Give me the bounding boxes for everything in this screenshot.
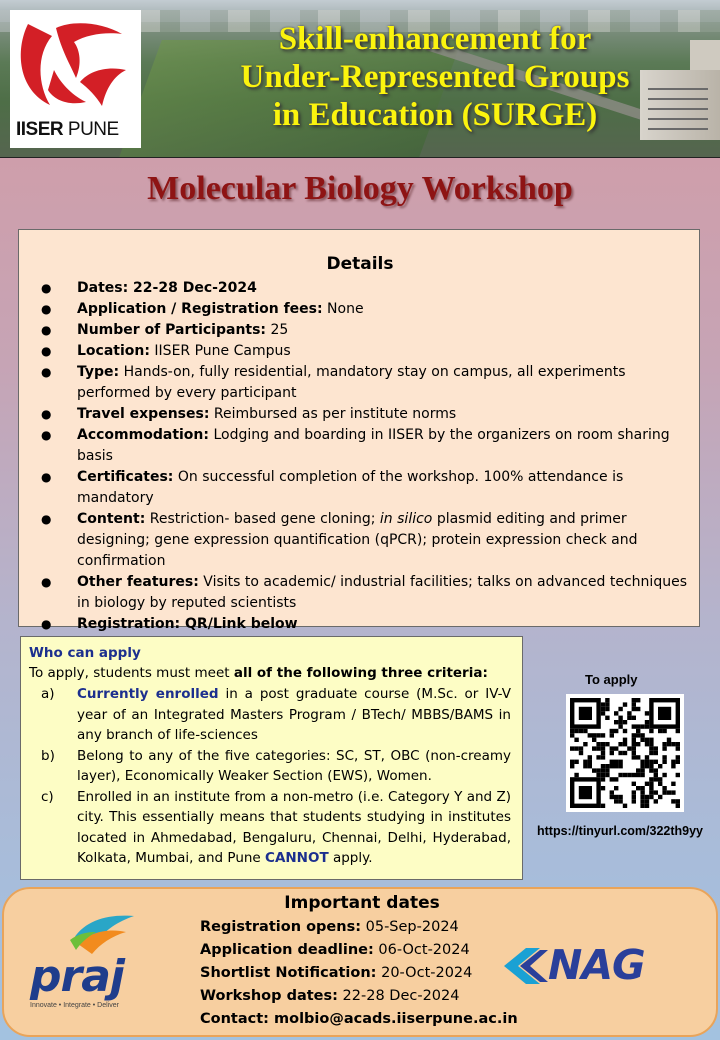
- logo-text-regular: PUNE: [63, 119, 119, 140]
- date-label: Registration opens:: [200, 919, 362, 935]
- date-value: 22-28 Dec-2024: [337, 988, 460, 1004]
- detail-label: Type:: [77, 364, 120, 380]
- date-value: 20-Oct-2024: [376, 965, 473, 981]
- detail-participants: [19, 320, 701, 341]
- detail-text: Restriction- based gene cloning;: [145, 511, 380, 527]
- detail-label: Location:: [77, 343, 150, 359]
- program-title-line-3: in Education (SURGE): [272, 97, 598, 133]
- date-row-contact: [200, 1008, 518, 1031]
- detail-other-features: [19, 572, 701, 614]
- criterion-marker: c): [41, 788, 54, 805]
- detail-accommodation: [19, 425, 701, 467]
- detail-registration: [19, 614, 701, 635]
- who-intro-bold: all of the following three criteria:: [233, 665, 488, 681]
- detail-content: [19, 509, 701, 572]
- criterion-bold: Currently enrolled: [77, 686, 219, 702]
- contact-email[interactable]: Contact: molbio@acads.iiserpune.ac.in: [200, 1011, 518, 1027]
- praj-tagline: Innovate • Integrate • Deliver: [30, 1002, 119, 1009]
- detail-italic: in silico: [379, 511, 433, 527]
- apply-link[interactable]: https://tinyurl.com/322th9yy: [537, 824, 704, 838]
- criterion-b: [21, 746, 521, 787]
- detail-text: On successful completion of the workshop. 100% attendance is mandatory: [77, 469, 624, 506]
- important-dates-rows: [200, 916, 518, 1031]
- detail-text: IISER Pune Campus: [149, 343, 291, 359]
- detail-label: Other features:: [77, 574, 199, 590]
- criterion-c: [21, 787, 521, 869]
- detail-label: Certificates:: [77, 469, 174, 485]
- detail-text: Visits to academic/ industrial facilities; talks on advanced techniques in biology by reputed scientists: [77, 574, 687, 611]
- iiser-logo: [10, 10, 141, 148]
- detail-fees: [19, 299, 701, 320]
- knag-logo-text: NAG: [548, 941, 645, 989]
- date-label: Workshop dates:: [200, 988, 338, 1004]
- who-intro: [29, 663, 488, 684]
- criterion-text: Enrolled in an institute from a non-metro (i.e. Category Y and Z) city. This essentially means that students studying in institutes located in Ahmedabad, Bengaluru, Chennai, Delhi, Hyderabad, Kolkata, Mumbai, and Pune: [77, 788, 511, 866]
- detail-label: Number of Participants:: [77, 322, 267, 338]
- date-row-shortlist: [200, 962, 518, 985]
- details-list: [19, 278, 701, 635]
- logo-text-bold: IISER: [16, 119, 64, 140]
- detail-text: None: [322, 301, 364, 317]
- date-label: Shortlist Notification:: [200, 965, 377, 981]
- date-row-workshop: [200, 985, 518, 1008]
- program-title: [150, 20, 720, 134]
- program-title-line-1: Skill-enhancement for: [278, 21, 592, 57]
- detail-text: Reimbursed as per institute norms: [209, 406, 457, 422]
- detail-text: Hands-on, fully residential, mandatory stay on campus, all experiments performed by every participant: [77, 364, 626, 401]
- who-can-apply-box: [20, 636, 523, 880]
- date-value: 06-Oct-2024: [373, 942, 470, 958]
- detail-text: 25: [266, 322, 289, 338]
- qr-code-icon: [566, 694, 684, 812]
- iiser-emblem-icon: [10, 10, 141, 120]
- iiser-logo-text: [16, 119, 141, 141]
- criterion-text: in a post graduate course (M.Sc. or IV-V year of an Integrated Masters Program / BTech/ MBBS/BAMS in any branch of life-sciences: [77, 686, 511, 743]
- praj-logo-text: praj: [30, 951, 124, 1002]
- detail-label: Content:: [77, 511, 146, 527]
- details-heading: Details: [326, 254, 394, 274]
- criterion-marker: b): [41, 747, 55, 764]
- to-apply-label: To apply: [585, 672, 638, 687]
- detail-label: Dates: 22-28 Dec-2024: [77, 280, 257, 296]
- header-banner: [0, 0, 720, 158]
- detail-type: [19, 362, 701, 404]
- detail-dates: [19, 278, 701, 299]
- detail-location: [19, 341, 701, 362]
- qr-code[interactable]: [566, 694, 684, 812]
- date-value: 05-Sep-2024: [361, 919, 459, 935]
- criterion-text: Belong to any of the five categories: SC, ST, OBC (non-creamy layer), Economically Weaker Section (EWS), Women.: [77, 747, 511, 784]
- detail-certificates: [19, 467, 701, 509]
- important-dates-heading: Important dates: [284, 893, 440, 913]
- criterion-a: [21, 684, 521, 746]
- date-label: Application deadline:: [200, 942, 374, 958]
- who-can-apply-heading: Who can apply: [29, 645, 141, 661]
- detail-label: Application / Registration fees:: [77, 301, 323, 317]
- detail-travel: [19, 404, 701, 425]
- detail-text: plasmid editing and primer designing; gene expression quantification (qPCR); protein expression check and confirmation: [77, 511, 638, 569]
- who-intro-text: To apply, students must meet: [29, 665, 234, 681]
- detail-label: Accommodation:: [77, 427, 209, 443]
- detail-text: Lodging and boarding in IISER by the organizers on room sharing basis: [77, 427, 670, 464]
- date-row-registration: [200, 916, 518, 939]
- criterion-bold: CANNOT: [265, 850, 329, 866]
- program-title-line-2: Under-Represented Groups: [240, 59, 630, 95]
- criterion-marker: a): [41, 686, 55, 702]
- criterion-text: apply.: [328, 850, 373, 866]
- criteria-list: [21, 684, 521, 869]
- date-row-deadline: [200, 939, 518, 962]
- workshop-title: Molecular Biology Workshop: [147, 170, 573, 207]
- details-box: [18, 229, 700, 632]
- detail-label: Travel expenses:: [77, 406, 210, 422]
- detail-label: Registration: QR/Link below: [77, 616, 298, 632]
